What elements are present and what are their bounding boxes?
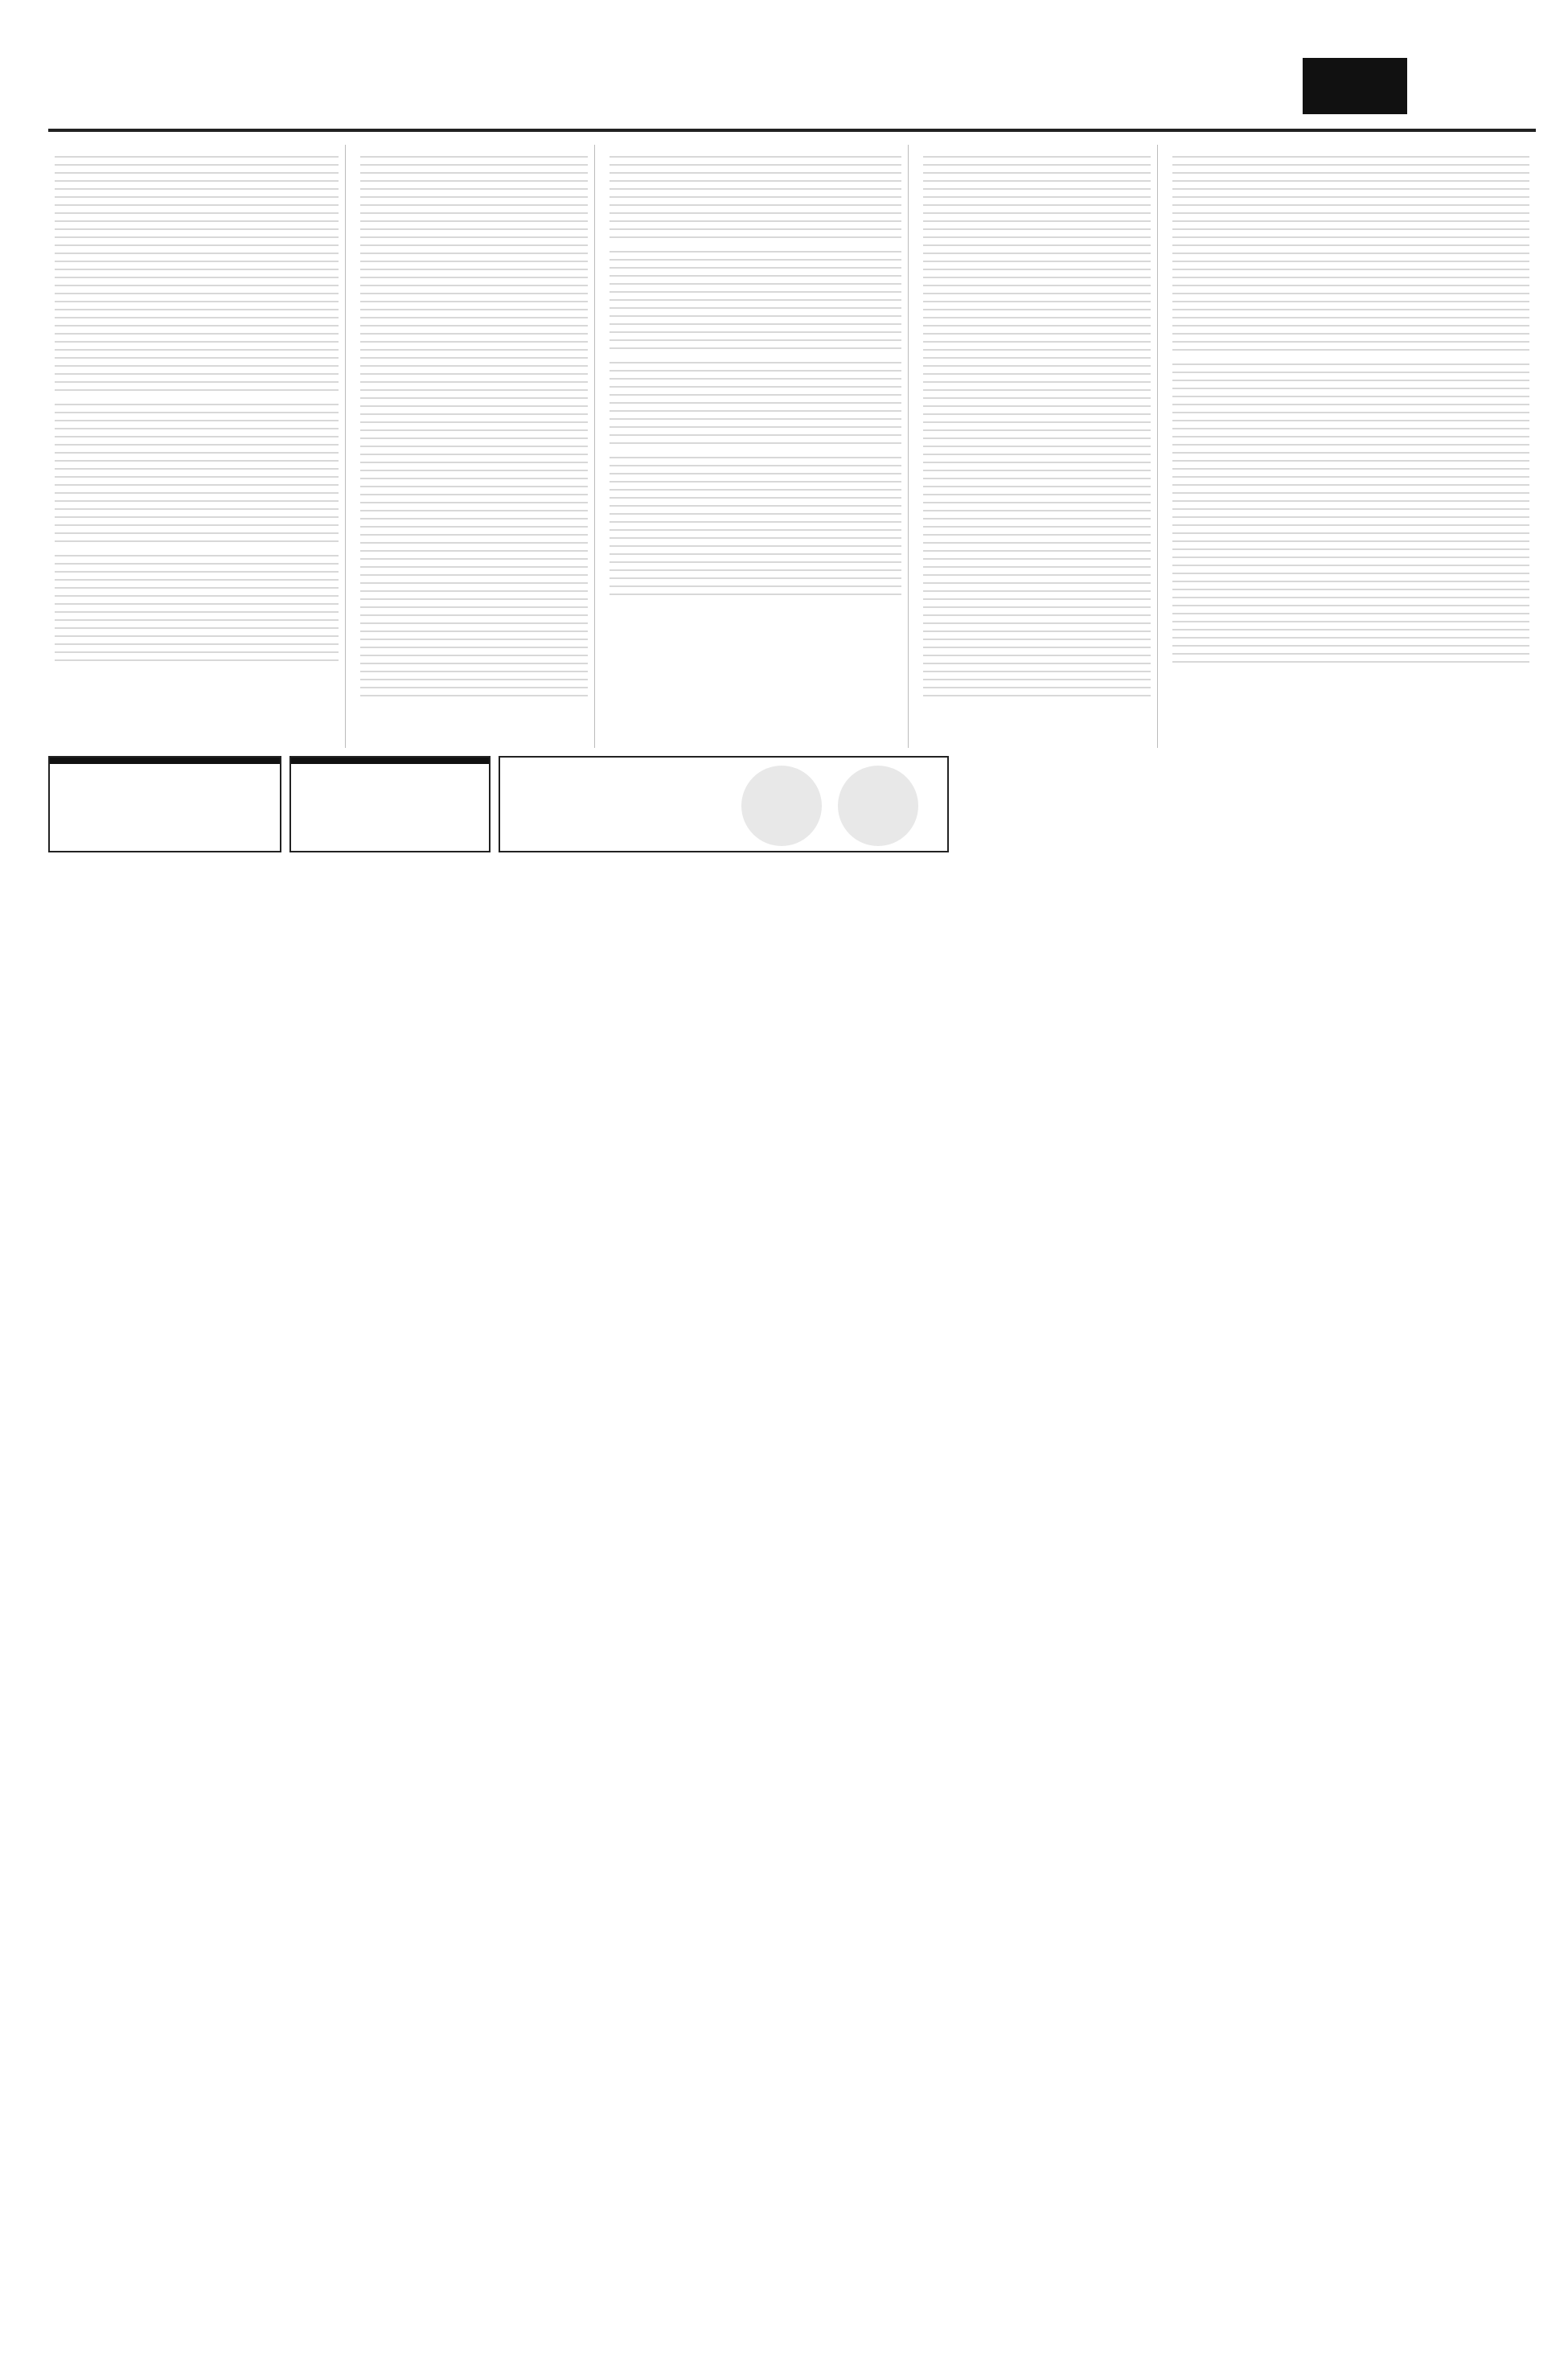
ad-visa [48,756,281,852]
article-body [610,355,901,444]
article-body [55,150,339,391]
article-body [360,150,588,696]
news-column-3 [603,145,909,748]
article-body [1172,357,1529,663]
ad-mota [289,756,491,852]
news-column-4 [917,145,1158,748]
article-body [1172,150,1529,351]
ad-tak [499,756,949,852]
article-body [55,397,339,542]
page-number-badge [1303,58,1407,114]
article-body [610,150,901,238]
ad-title [50,758,280,764]
article-body [55,548,339,661]
doctor-photo [838,766,918,846]
article-body [923,150,1151,696]
article-body [610,450,901,595]
masthead-rule [48,129,1536,132]
ad-title [291,758,489,764]
news-column-5 [1166,145,1536,748]
news-column-2 [354,145,595,748]
article-body [610,244,901,349]
news-column-1 [48,145,346,748]
doctor-photo [741,766,822,846]
